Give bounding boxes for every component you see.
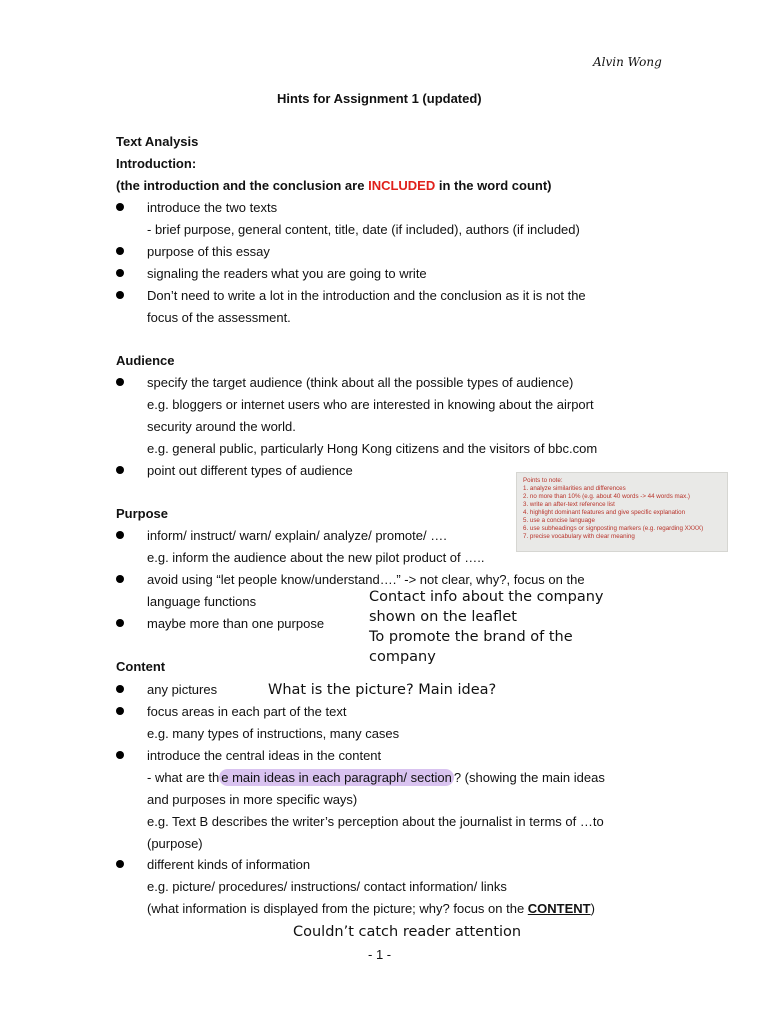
note-line: 3. write an after-text reference list — [523, 501, 615, 508]
note-line: 2. no more than 10% (e.g. about 40 words -> 44 words max.) — [523, 493, 690, 500]
audience-item-2: point out different types of audience — [147, 463, 353, 478]
purpose-item-2: avoid using “let people know/understand….” -> not clear, why?, focus on the — [147, 572, 585, 587]
author-signature: Alvin Wong — [593, 55, 662, 69]
bullet-icon — [116, 466, 124, 474]
bullet-icon — [116, 378, 124, 386]
audience-example-2: e.g. general public, particularly Hong Kong citizens and the visitors of bbc.com — [147, 441, 598, 456]
word-count-note: (the introduction and the conclusion are INCLUDED in the word count) — [116, 178, 552, 193]
content-item-3-detail-cont: and purposes in more specific ways) — [147, 792, 358, 807]
content-item-3: introduce the central ideas in the content — [147, 748, 382, 763]
handwritten-contact-info: Contact info about the company — [369, 589, 604, 605]
bullet-icon — [116, 269, 124, 277]
content-item-2-example: e.g. many types of instructions, many cases — [147, 726, 400, 741]
introduction-heading: Introduction: — [116, 156, 197, 171]
intro-item-1-detail: - brief purpose, general content, title, date (if included), authors (if included) — [147, 222, 580, 237]
content-item-4-note: (what information is displayed from the picture; why? focus on the CONTENT) — [147, 901, 595, 916]
page-title: Hints for Assignment 1 (updated) — [277, 91, 482, 106]
note-line: 7. precise vocabulary with clear meaning — [523, 533, 635, 540]
highlighted-text: e main ideas in each paragraph/ section — [221, 770, 452, 785]
bullet-icon — [116, 575, 124, 583]
note-line: 6. use subheadings or signposting markers (e.g. regarding XXXX) — [523, 525, 704, 532]
audience-item-1: specify the target audience (think about all the possible types of audience) — [147, 375, 574, 390]
purpose-example: e.g. inform the audience about the new pilot product of ….. — [147, 550, 485, 565]
content-item-3-example-cont: (purpose) — [147, 836, 203, 851]
bullet-icon — [116, 247, 124, 255]
bullet-icon — [116, 531, 124, 539]
content-item-4-example: e.g. picture/ procedures/ instructions/ contact information/ links — [147, 879, 507, 894]
intro-item-2: purpose of this essay — [147, 244, 270, 259]
points-to-note-image — [516, 472, 728, 552]
purpose-item-2-cont: language functions — [147, 594, 257, 609]
intro-item-1: introduce the two texts — [147, 200, 278, 215]
handwritten-picture-question: What is the picture? Main idea? — [268, 682, 497, 698]
handwritten-contact-info-cont: shown on the leaflet — [369, 609, 517, 625]
intro-item-4: Don’t need to write a lot in the introduction and the conclusion as it is not the — [147, 288, 586, 303]
bullet-icon — [116, 291, 124, 299]
purpose-item-3: maybe more than one purpose — [147, 616, 325, 631]
bullet-icon — [116, 685, 124, 693]
handwritten-promote-cont: company — [369, 649, 436, 665]
purpose-heading: Purpose — [116, 506, 169, 521]
content-item-4: different kinds of information — [147, 857, 311, 872]
content-item-3-example: e.g. Text B describes the writer’s perception about the journalist in terms of …to — [147, 814, 604, 829]
intro-item-4-cont: focus of the assessment. — [147, 310, 291, 325]
note-line: Points to note: — [523, 477, 563, 484]
note-line: 4. highlight dominant features and give specific explanation — [523, 509, 686, 516]
handwritten-attention-note: Couldn’t catch reader attention — [293, 924, 522, 940]
audience-heading: Audience — [116, 353, 175, 368]
content-item-2: focus areas in each part of the text — [147, 704, 347, 719]
page-number: - 1 - — [368, 947, 392, 962]
purpose-item-1: inform/ instruct/ warn/ explain/ analyze/ promote/ …. — [147, 528, 447, 543]
note-line: 5. use a concise language — [523, 517, 595, 524]
note-line: 1. analyze similarities and differences — [523, 485, 626, 492]
intro-item-3: signaling the readers what you are going to write — [147, 266, 427, 281]
section-text-analysis: Text Analysis — [116, 134, 199, 149]
content-heading: Content — [116, 659, 166, 674]
bullet-icon — [116, 751, 124, 759]
bullet-icon — [116, 860, 124, 868]
bullet-icon — [116, 203, 124, 211]
bullet-icon — [116, 707, 124, 715]
bullet-icon — [116, 619, 124, 627]
content-item-1: any pictures — [147, 682, 218, 697]
content-item-3-detail: - what are th e main ideas in each paragraph/ section ? (showing the main ideas — [147, 770, 605, 785]
handwritten-promote: To promote the brand of the — [369, 629, 573, 645]
audience-example-1: e.g. bloggers or internet users who are interested in knowing about the airport — [147, 397, 594, 412]
audience-example-1-cont: security around the world. — [147, 419, 296, 434]
